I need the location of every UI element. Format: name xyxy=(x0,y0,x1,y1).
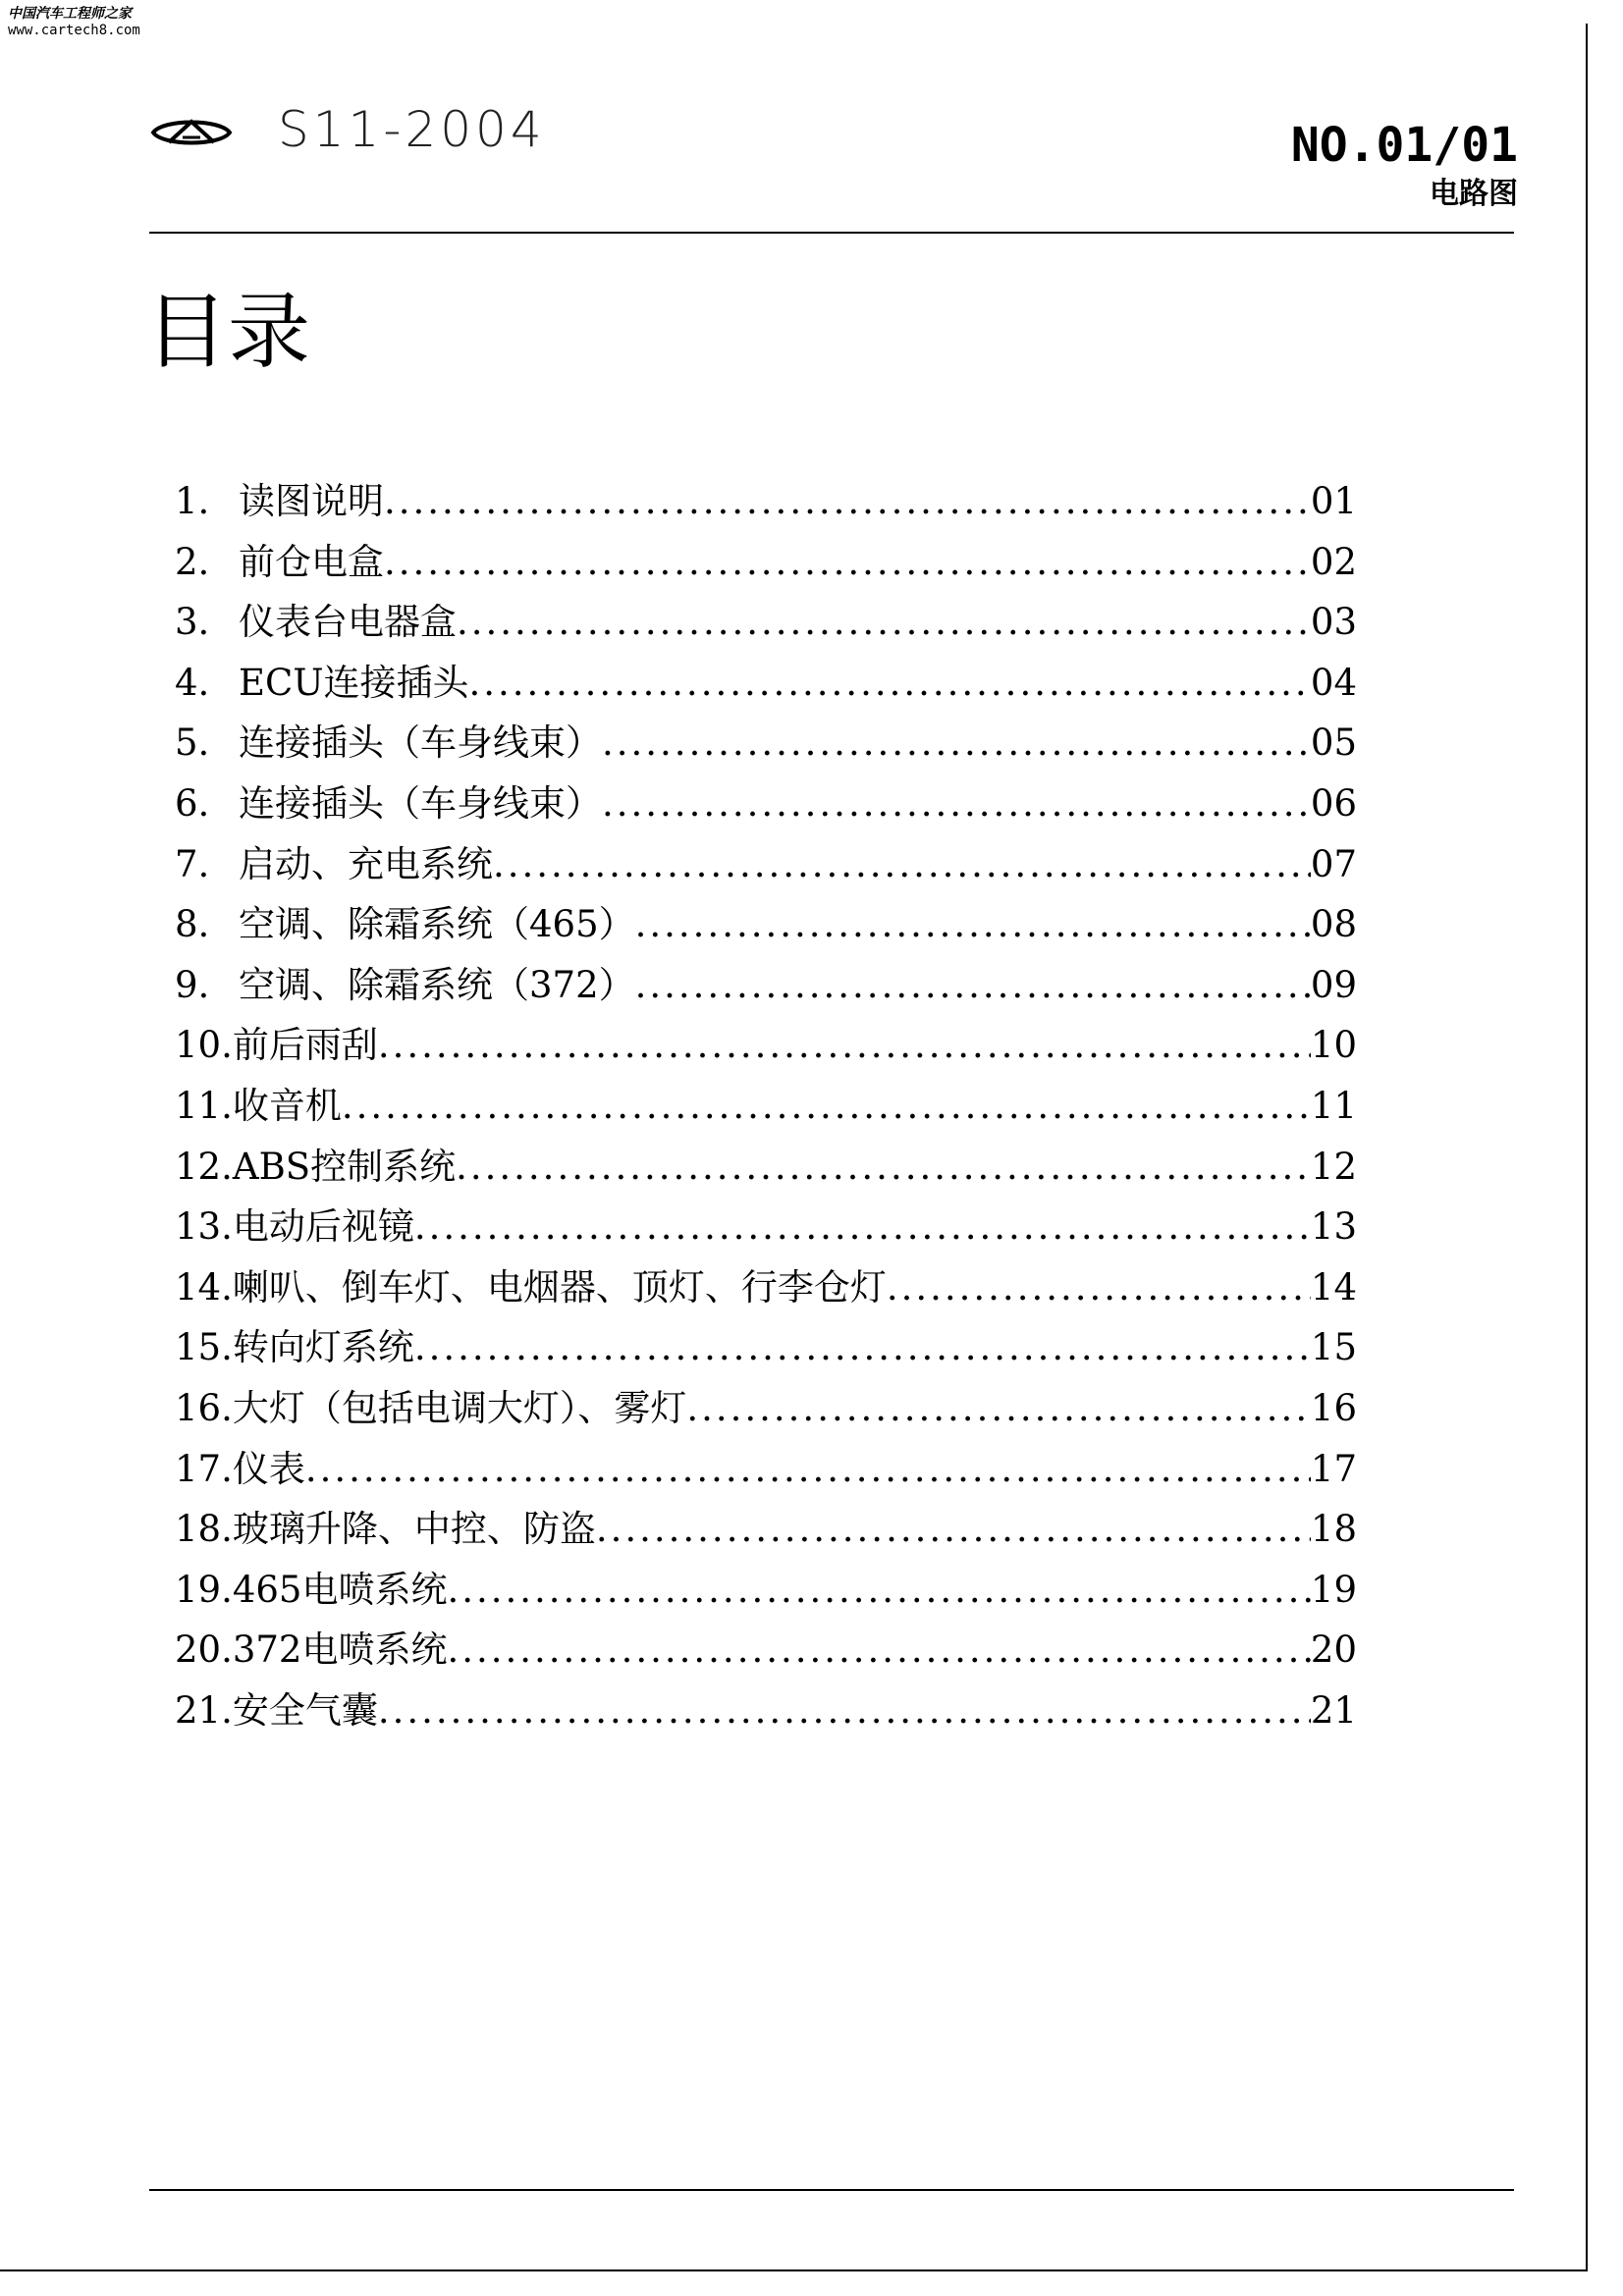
toc-item[interactable] xyxy=(175,598,1357,659)
toc-item[interactable] xyxy=(175,719,1357,779)
model-code: S11-2004 xyxy=(278,101,546,158)
toc-dot-leader xyxy=(378,1021,1311,1070)
toc-dot-leader xyxy=(635,961,1311,1010)
toc-item-page: 15 xyxy=(1310,1326,1357,1369)
toc-item-number: 2. xyxy=(175,540,210,583)
toc-dot-leader xyxy=(378,1686,1311,1735)
toc-item-number: 11. xyxy=(175,1084,233,1127)
toc-dot-leader xyxy=(493,840,1311,889)
toc-item-number: 7. xyxy=(175,842,210,885)
toc-dot-leader xyxy=(635,900,1311,949)
toc-item-number: 6. xyxy=(175,781,210,825)
toc-item-page: 05 xyxy=(1310,721,1357,765)
document-type: 电路图 xyxy=(1430,177,1518,211)
footer-divider xyxy=(149,2189,1514,2191)
toc-item-label: 读图说明 xyxy=(239,480,384,522)
chery-logo-icon xyxy=(149,116,234,149)
toc-item-page: 02 xyxy=(1310,540,1357,583)
toc-item-number: 9. xyxy=(175,963,210,1006)
toc-item-page: 13 xyxy=(1310,1205,1357,1249)
toc-dot-leader xyxy=(596,1505,1311,1554)
table-of-contents xyxy=(175,477,1357,1746)
toc-item-label: 空调、除霜系统（372） xyxy=(239,963,635,1006)
toc-item-number: 3. xyxy=(175,601,210,644)
toc-item-page: 03 xyxy=(1310,601,1357,644)
toc-item-number: 1. xyxy=(175,480,210,522)
toc-item-label: 连接插头（车身线束） xyxy=(239,721,602,765)
toc-item-label: 电动后视镜 xyxy=(232,1205,414,1249)
toc-dot-leader xyxy=(686,1384,1311,1433)
toc-dot-leader xyxy=(384,538,1311,587)
toc-item-number: 14. xyxy=(175,1265,233,1308)
toc-item-label: 372电喷系统 xyxy=(232,1629,448,1672)
toc-item-page: 18 xyxy=(1310,1508,1357,1551)
toc-dot-leader xyxy=(447,1626,1310,1675)
toc-item[interactable] xyxy=(175,538,1357,599)
toc-item-number: 21. xyxy=(175,1688,233,1732)
toc-item-page: 01 xyxy=(1310,480,1357,522)
toc-item-label: 启动、充电系统 xyxy=(239,842,493,885)
toc-item-page: 17 xyxy=(1310,1447,1357,1490)
toc-item-page: 06 xyxy=(1310,781,1357,825)
toc-dot-leader xyxy=(414,1323,1311,1372)
toc-item[interactable] xyxy=(175,477,1357,538)
toc-dot-leader xyxy=(602,779,1311,828)
toc-item-label: 连接插头（车身线束） xyxy=(239,781,602,825)
toc-dot-leader xyxy=(469,659,1311,708)
toc-item-page: 08 xyxy=(1310,903,1357,946)
header-divider xyxy=(149,232,1514,234)
toc-item[interactable] xyxy=(175,779,1357,840)
toc-item-number: 15. xyxy=(175,1326,233,1369)
toc-dot-leader xyxy=(342,1082,1311,1131)
document-number: NO.01/01 xyxy=(1290,118,1518,173)
toc-item[interactable] xyxy=(175,1082,1357,1143)
toc-item[interactable] xyxy=(175,1202,1357,1263)
toc-item[interactable] xyxy=(175,1323,1357,1384)
toc-item[interactable] xyxy=(175,1445,1357,1506)
toc-dot-leader xyxy=(456,1143,1311,1192)
toc-item-number: 8. xyxy=(175,903,210,946)
toc-item-page: 19 xyxy=(1310,1568,1357,1611)
toc-item-number: 13. xyxy=(175,1205,233,1249)
toc-item-page: 21 xyxy=(1310,1688,1357,1732)
toc-item[interactable] xyxy=(175,1686,1357,1747)
toc-item[interactable] xyxy=(175,1566,1357,1627)
toc-item-label: 转向灯系统 xyxy=(232,1326,414,1369)
toc-item-label: 前后雨刮 xyxy=(232,1024,378,1067)
toc-item-number: 5. xyxy=(175,721,210,765)
toc-item-label: 465电喷系统 xyxy=(232,1568,448,1611)
toc-item-number: 12. xyxy=(175,1145,233,1188)
watermark-title: 中国汽车工程师之家 xyxy=(8,6,132,22)
toc-dot-leader xyxy=(384,477,1311,526)
toc-item-label: 仪表 xyxy=(232,1447,305,1490)
toc-item-page: 07 xyxy=(1310,842,1357,885)
toc-item[interactable] xyxy=(175,1143,1357,1203)
toc-item-label: 喇叭、倒车灯、电烟器、顶灯、行李仓灯 xyxy=(232,1265,887,1308)
toc-item[interactable] xyxy=(175,840,1357,901)
toc-dot-leader xyxy=(305,1445,1311,1494)
toc-item-page: 10 xyxy=(1310,1024,1357,1067)
toc-item-page: 04 xyxy=(1310,661,1357,704)
toc-item[interactable] xyxy=(175,659,1357,720)
toc-heading: 目录 xyxy=(145,284,311,380)
toc-item-page: 12 xyxy=(1310,1145,1357,1188)
toc-item-page: 20 xyxy=(1310,1629,1357,1672)
toc-item[interactable] xyxy=(175,900,1357,961)
toc-item-label: 玻璃升降、中控、防盗 xyxy=(232,1508,596,1551)
toc-item[interactable] xyxy=(175,1505,1357,1566)
toc-item-label: 空调、除霜系统（465） xyxy=(239,903,635,946)
toc-item-label: 大灯（包括电调大灯）、雾灯 xyxy=(232,1386,687,1429)
toc-item-label: ECU连接插头 xyxy=(239,661,469,704)
toc-dot-leader xyxy=(447,1566,1310,1615)
toc-item-number: 17. xyxy=(175,1447,233,1490)
toc-item[interactable] xyxy=(175,1263,1357,1324)
toc-item-label: 收音机 xyxy=(232,1084,342,1127)
toc-item-number: 18. xyxy=(175,1508,233,1551)
toc-item-page: 16 xyxy=(1310,1386,1357,1429)
toc-item-page: 09 xyxy=(1310,963,1357,1006)
toc-item-number: 16. xyxy=(175,1386,233,1429)
toc-item-number: 10. xyxy=(175,1024,233,1067)
toc-dot-leader xyxy=(414,1202,1311,1252)
toc-item[interactable] xyxy=(175,961,1357,1022)
toc-dot-leader xyxy=(602,719,1311,768)
toc-item[interactable] xyxy=(175,1626,1357,1686)
toc-item-number: 20. xyxy=(175,1629,233,1672)
toc-item[interactable] xyxy=(175,1384,1357,1445)
toc-item-page: 14 xyxy=(1310,1265,1357,1308)
toc-item-number: 4. xyxy=(175,661,210,704)
toc-dot-leader xyxy=(457,598,1311,647)
toc-dot-leader xyxy=(887,1263,1311,1312)
watermark-url: www.cartech8.com xyxy=(8,23,140,38)
toc-item[interactable] xyxy=(175,1021,1357,1082)
toc-item-label: 前仓电盒 xyxy=(239,540,384,583)
toc-item-label: 仪表台电器盒 xyxy=(239,601,457,644)
toc-item-label: 安全气囊 xyxy=(232,1688,378,1732)
toc-item-label: ABS控制系统 xyxy=(232,1145,457,1188)
toc-item-page: 11 xyxy=(1310,1084,1357,1127)
toc-item-number: 19. xyxy=(175,1568,233,1611)
